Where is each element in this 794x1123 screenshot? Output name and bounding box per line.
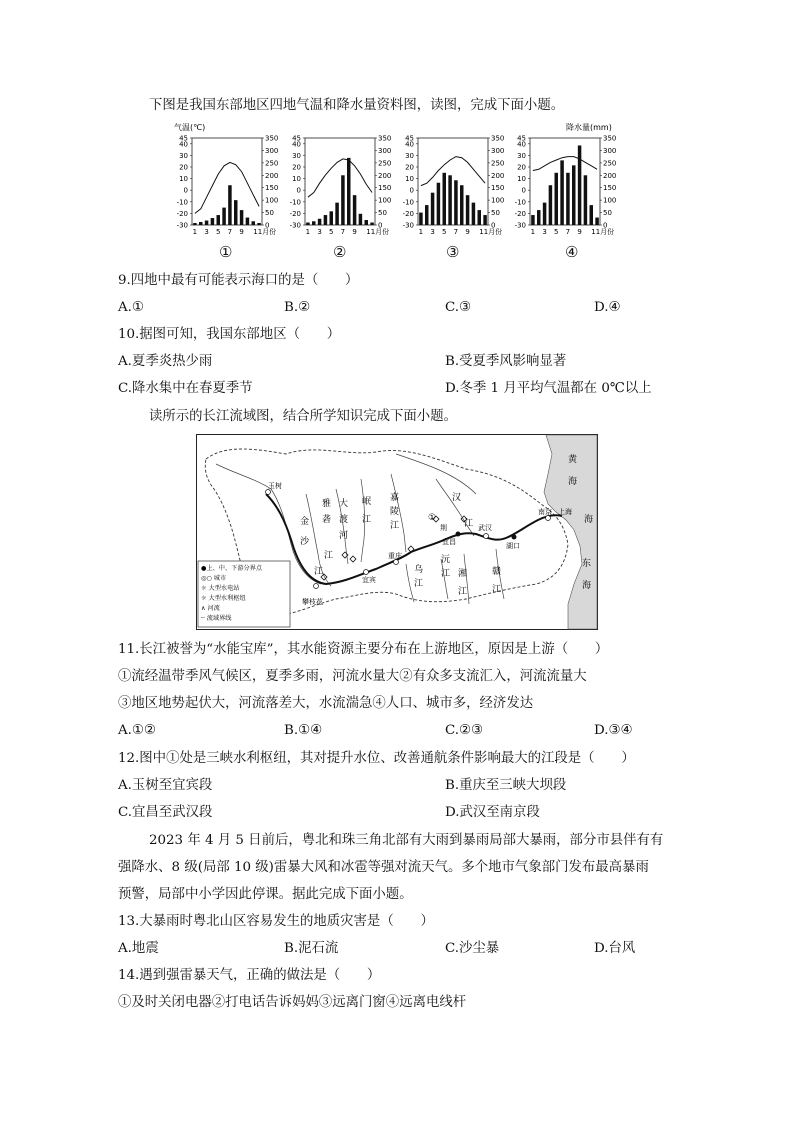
precip-bar [306,223,310,225]
x-tick-label: 7 [227,228,233,236]
right-tick-label: 150 [603,184,617,193]
right-tick-label: 200 [491,171,505,180]
right-tick-label: 350 [491,134,505,143]
q11-option-b: B.①④ [284,723,323,738]
right-tick-label: 0 [265,221,270,230]
x-tick-label: 9 [352,228,357,236]
temperature-curve [421,157,485,186]
chart-label-3: ③ [446,243,460,261]
question-9: 9.四地中最有可能表示海口的是（ ） [118,273,359,288]
precip-bar [443,173,447,225]
x-tick-label: 3 [430,228,435,236]
left-tick-label: -20 [289,209,301,218]
right-tick-label: 250 [265,159,279,168]
x-tick-label: 11月份 [366,228,390,236]
city-wuhan [484,534,489,539]
label-min-1: 岷 [362,497,372,507]
precip-bar [330,211,334,225]
x-tick-label: 5 [216,228,221,236]
q10-option-c: C.降水集中在春夏季节 [118,381,253,396]
left-tick-label: 30 [179,151,188,160]
precip-bar [211,218,215,225]
q11-option-c: C.②③ [445,723,484,738]
label-dadu-1: 大 [339,499,349,509]
legend-division: ●上、中、下游分界点 [201,565,263,572]
precip-bar [228,185,232,225]
intro-text-3-line-2: 强降水、8 级(局部 10 级)雷暴大风和冰雹等强对流天气。多个地市气象部门发布最高暴雨 [118,860,649,875]
precip-bar [590,205,594,225]
left-tick-label: 30 [292,151,301,160]
question-13: 13.大暴雨时粤北山区容易发生的地质灾害是（ ） [118,914,434,929]
right-tick-label: 150 [491,184,505,193]
q10-option-a: A.夏季炎热少雨 [118,354,213,369]
precip-bar [341,175,345,225]
q12-option-d: D.武汉至南京段 [445,805,540,820]
x-tick-label: 9 [577,228,582,236]
city-nanjing [546,516,551,521]
x-tick-label: 11月份 [253,228,277,236]
left-tick-label: 40 [517,140,526,149]
right-tick-label: 200 [603,171,617,180]
precip-bar [365,220,369,225]
intro-text-2: 读所示的长江流域图，结合所学知识完成下面小题。 [149,409,457,424]
left-tick-label: 10 [179,175,188,184]
right-tick-label: 150 [265,184,279,193]
left-tick-label: 40 [405,140,414,149]
division-point-hukou [512,535,517,540]
x-tick-label: 1 [305,228,311,236]
precip-bar [472,203,476,225]
intro-text-1: 下图是我国东部地区四地气温和降水量资料图，读图，完成下面小题。 [149,98,565,113]
legend-hydro: ☼ 大型水电站 [201,585,240,592]
q9-option-c: C.③ [445,300,472,315]
precip-bar [324,215,328,225]
precip-bar [560,160,564,225]
precip-bar [584,175,588,225]
right-tick-label: 100 [491,196,505,205]
left-tick-label: 40 [292,140,301,149]
label-yushu: 玉树 [268,482,282,490]
right-tick-label: 0 [491,221,496,230]
legend-city: ◎○ 城市 [201,575,227,582]
city-yushu [266,490,271,495]
x-tick-label: 3 [542,228,547,236]
left-tick-label: 40 [179,140,188,149]
right-tick-label: 150 [378,184,392,193]
label-xiang-2: 江 [458,587,468,597]
climate-charts [0,118,794,258]
chart-frame [192,138,262,225]
right-tick-label: 350 [378,134,392,143]
precip-bar [353,195,357,225]
right-tick-label: 250 [491,159,505,168]
label-nanjing: 南京 [538,508,552,516]
label-yellow-sea-2: 海 [568,477,578,487]
precip-bar [359,214,363,225]
left-tick-label: 20 [179,163,188,172]
q13-option-b: B.泥石流 [284,941,339,956]
city-chongqing [394,560,399,565]
right-tick-label: 50 [491,209,500,218]
left-tick-label: -30 [176,221,188,230]
q11-statements-2: ③地区地势起伏大，河流落差大，水流湍急④人口、城市多，经济发达 [118,696,534,711]
q9-option-a: A.① [118,300,144,315]
x-tick-label: 3 [204,228,209,236]
right-tick-label: 0 [603,221,608,230]
label-jialing-2: 陵 [390,507,400,517]
precip-bar [257,223,261,225]
label-hukou: 湖口 [506,542,520,550]
label-wu-2: 江 [414,579,424,589]
right-tick-label: 0 [378,221,383,230]
left-tick-label: 45 [517,134,526,143]
x-tick-label: 5 [329,228,334,236]
temperature-curve [533,157,597,171]
question-10: 10.据图可知，我国东部地区（ ） [118,327,341,342]
q10-option-d: D.冬季 1 月平均气温都在 0℃以上 [445,381,652,396]
precip-bar [252,221,256,225]
right-tick-label: 100 [603,196,617,205]
x-tick-label: 5 [554,228,559,236]
label-yalong-2: 砻 [322,515,332,525]
label-dadu-2: 渡 [339,515,349,525]
precip-bar [217,215,221,225]
label-yalong-1: 雅 [322,499,332,509]
x-tick-label: 7 [453,228,459,236]
label-circle-1: ① [428,513,437,523]
q13-option-a: A.地震 [118,941,159,956]
right-tick-label: 250 [378,159,392,168]
precip-bar [454,180,458,225]
city-yibin [364,570,369,575]
precip-bar [448,175,452,225]
left-tick-label: 30 [517,151,526,160]
precip-bar [312,221,316,225]
question-12: 12.图中①处是三峡水利枢纽，其对提升水位、改善通航条件影响最大的江段是（ ） [118,751,635,766]
intro-text-3-line-3: 预警，局部中小学因此停课。据此完成下面小题。 [118,887,413,902]
right-tick-label: 300 [378,146,392,155]
legend-hub: ☼ 大型水利枢纽 [201,595,246,602]
left-tick-label: 20 [292,163,301,172]
label-xiang-1: 湘 [458,569,468,579]
q9-option-b: B.② [284,300,311,315]
left-tick-label: 45 [292,134,301,143]
left-tick-label: 0 [296,186,301,195]
right-tick-label: 250 [603,159,617,168]
left-tick-label: -10 [402,198,414,207]
precip-bar [478,210,482,225]
precip-bar [543,203,547,225]
label-wu-1: 乌 [414,565,424,575]
x-tick-label: 3 [317,228,322,236]
q11-option-a: A.①② [118,723,156,738]
left-tick-label: 20 [517,163,526,172]
x-tick-label: 1 [418,228,424,236]
label-sea: 海 [584,515,594,525]
division-point-yichang [456,532,461,537]
x-tick-label: 9 [465,228,470,236]
legend-river: ∧ 河流 [201,605,220,612]
left-tick-label: -10 [514,198,526,207]
precip-bar [193,223,197,225]
left-tick-label: -30 [402,221,414,230]
right-tick-label: 300 [491,146,505,155]
q12-option-c: C.宜昌至武汉段 [118,805,213,820]
precip-bar [537,210,541,225]
precip-bar [555,173,559,225]
precip-bar [549,185,553,225]
right-tick-label: 50 [603,209,612,218]
label-yichang: 宜昌 [442,538,456,546]
left-tick-label: 30 [405,151,414,160]
q10-option-b: B.受夏季风影响显著 [445,354,567,369]
q11-statements-1: ①流经温带季风气候区，夏季多雨，河流水量大②有众多支流汇入，河流流量大 [118,669,587,684]
precip-bar [347,158,351,225]
label-east-sea: 东 [582,559,592,569]
city-panzhihua [314,584,319,589]
label-yalong-3: 江 [324,551,334,561]
chart-label-2: ② [333,243,347,261]
label-yibin: 宜宾 [362,576,376,584]
precip-bar [595,218,599,225]
q13-option-c: C.沙尘暴 [445,941,500,956]
x-tick-label: 11月份 [591,228,615,236]
label-jinsha-3: 江 [314,567,324,577]
left-tick-label: 45 [179,134,188,143]
label-han-2: 江 [464,519,474,529]
chart-label-1: ① [219,243,233,261]
chart-label-4: ④ [565,243,579,261]
left-tick-label: 0 [183,186,188,195]
q9-option-d: D.④ [594,300,621,315]
x-tick-label: 11月份 [479,228,503,236]
left-tick-label: 10 [405,175,414,184]
label-jinsha-2: 沙 [300,537,310,547]
right-tick-label: 300 [265,146,279,155]
left-tick-label: -20 [514,209,526,218]
q11-option-d: D.③④ [594,723,633,738]
label-yuan-1: 沅 [441,555,451,565]
right-tick-label: 200 [378,171,392,180]
left-tick-label: -10 [289,198,301,207]
precip-bar [437,183,441,225]
left-tick-label: 0 [409,186,414,195]
label-jialing-3: 江 [390,521,400,531]
right-tick-label: 300 [603,146,617,155]
right-tick-label: 100 [378,196,392,205]
precip-bar [566,173,570,225]
right-tick-label: 200 [265,171,279,180]
left-tick-label: 20 [405,163,414,172]
label-han-1: 汉 [452,493,462,503]
label-gan-2: 江 [492,585,502,595]
label-panzhihua: 攀枝花 [302,598,323,606]
q12-option-b: B.重庆至三峡大坝段 [445,778,567,793]
temperature-curve [308,159,372,197]
precip-bar [425,205,429,225]
precip-bar [370,223,374,225]
right-tick-label: 50 [265,209,274,218]
left-tick-label: 10 [517,175,526,184]
legend-boundary: ┄ 流域界线 [201,615,232,622]
question-14: 14.遇到强雷暴天气，正确的做法是（ ） [118,968,381,983]
intro-text-3-line-1: 2023 年 4 月 5 日前后，粤北和珠三角北部有大雨到暴雨局部大暴雨，部分市县伴有有 [149,833,664,848]
x-tick-label: 1 [192,228,198,236]
label-dadu-3: 河 [339,531,349,541]
label-east-sea-2: 海 [582,581,592,591]
yangtze-map [196,434,598,630]
precip-bar [419,213,423,225]
label-wuhan: 武汉 [478,524,492,532]
q13-option-d: D.台风 [594,941,636,956]
label-yellow-sea: 黄 [568,455,578,465]
precip-bar [246,218,250,225]
precip-bar [205,221,209,225]
temp-axis-label: 气温(℃) [174,123,206,132]
label-jing: 荆 [440,524,447,532]
precip-bar [431,193,435,225]
left-tick-label: -30 [289,221,301,230]
left-tick-label: 45 [405,134,414,143]
precip-bar [460,185,464,225]
precip-bar [483,215,487,225]
precip-bar [578,145,582,225]
precip-bar [466,195,470,225]
precip-bar [335,203,339,225]
precip-bar [572,165,576,225]
left-tick-label: -20 [402,209,414,218]
left-tick-label: 0 [521,186,526,195]
left-tick-label: -30 [514,221,526,230]
x-tick-label: 7 [565,228,571,236]
precip-bar [240,210,244,225]
q12-option-a: A.玉树至宜宾段 [118,778,213,793]
precip-bar [234,200,238,225]
label-yuan-2: 江 [441,569,451,579]
right-tick-label: 350 [265,134,279,143]
label-min-2: 江 [362,515,372,525]
left-tick-label: -20 [176,209,188,218]
x-tick-label: 7 [340,228,346,236]
x-tick-label: 1 [530,228,536,236]
q14-statements: ①及时关闭电器②打电话告诉妈妈③远离门窗④远离电线杆 [118,995,467,1010]
precip-axis-label: 降水量(mm) [566,123,612,132]
label-chongqing: 重庆 [388,552,402,560]
right-tick-label: 100 [265,196,279,205]
right-tick-label: 350 [603,134,617,143]
question-11: 11.长江被誉为“水能宝库”，其水能资源主要分布在上游地区，原因是上游（ ） [118,642,609,657]
x-tick-label: 5 [442,228,447,236]
left-tick-label: 10 [292,175,301,184]
right-tick-label: 50 [378,209,387,218]
left-tick-label: -10 [176,198,188,207]
precip-bar [222,208,226,225]
x-tick-label: 9 [239,228,244,236]
label-shanghai: 上海 [558,508,572,516]
temperature-curve [195,162,259,213]
precip-bar [531,215,535,225]
label-gan-1: 赣 [492,567,502,577]
label-jialing-1: 嘉 [390,493,400,503]
label-jinsha-1: 金 [300,517,310,527]
precip-bar [318,219,322,225]
precip-bar [199,222,203,225]
